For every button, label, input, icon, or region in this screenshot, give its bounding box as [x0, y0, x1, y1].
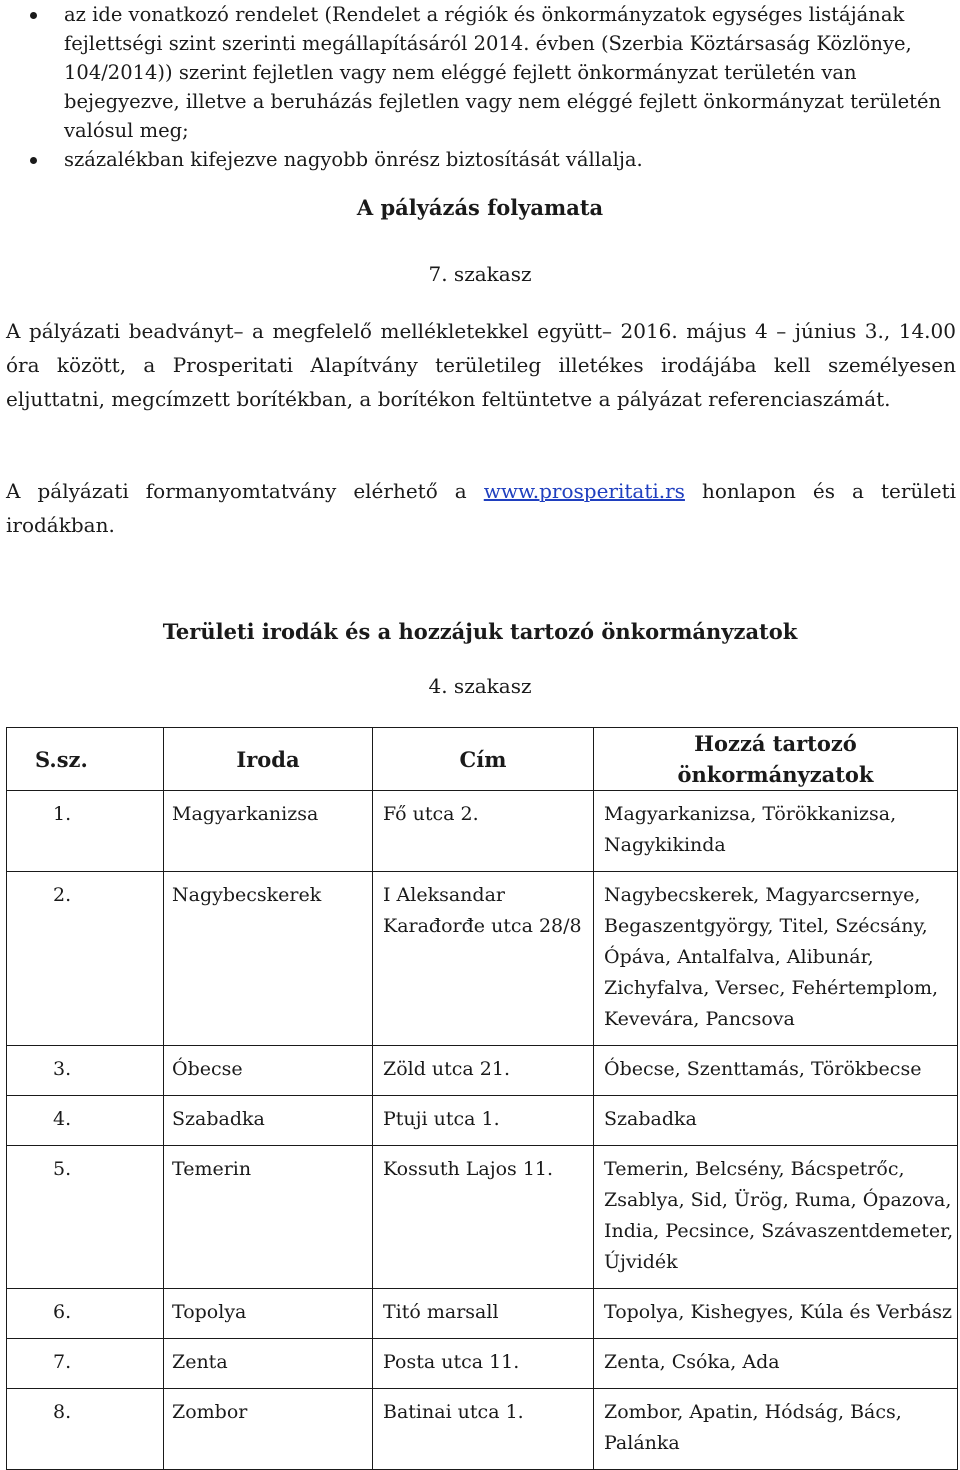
- form-text-after: honlapon és a területi irodákban.: [6, 479, 957, 537]
- process-heading: A pályázás folyamata: [356, 195, 604, 220]
- bullet-text: az ide vonatkozó rendelet (Rendelet a régiók és önkormányzatok egységes listájának fejlettségi szint szerinti megállapításáról 2014. évben (Szerbia Köztársaság Közlönye, 104/2014)) szerint fejletlen vagy nem eléggé fejlett önkormányzat területén van bejegyezve, illetve a beruházás fejletlen vagy nem eléggé fejlett önkormányzat területén valósul meg;: [64, 3, 942, 142]
- bullet-item: [0, 145, 960, 174]
- cell-office: Zombor: [164, 1389, 373, 1470]
- table-row: [7, 791, 958, 872]
- cell-serial: 3.: [7, 1046, 164, 1096]
- cell-municipalities: Zombor, Apatin, Hódság, Bács, Palánka: [594, 1389, 958, 1470]
- table-row: [7, 1339, 958, 1389]
- header-address: Cím: [373, 728, 594, 791]
- bullet-text: százalékban kifejezve nagyobb önrész biztosítását vállalja.: [64, 148, 643, 171]
- cell-office: Zenta: [164, 1339, 373, 1389]
- cell-address: Posta utca 11.: [373, 1339, 594, 1389]
- offices-heading: Területi irodák és a hozzájuk tartozó önkormányzatok: [162, 619, 798, 644]
- cell-serial: 6.: [7, 1289, 164, 1339]
- bullet-dot-icon: [30, 157, 37, 164]
- cell-serial: 2.: [7, 872, 164, 1046]
- table-row: [7, 872, 958, 1046]
- cell-serial: 8.: [7, 1389, 164, 1470]
- cell-address: Zöld utca 21.: [373, 1046, 594, 1096]
- cell-office: Magyarkanizsa: [164, 791, 373, 872]
- cell-office: Szabadka: [164, 1096, 373, 1146]
- cell-address: Batinai utca 1.: [373, 1389, 594, 1470]
- cell-municipalities: Magyarkanizsa, Törökkanizsa, Nagykikinda: [594, 791, 958, 872]
- cell-office: Topolya: [164, 1289, 373, 1339]
- form-paragraph: [6, 474, 956, 542]
- table-row: [7, 1046, 958, 1096]
- regional-offices-table: [6, 727, 958, 1470]
- cell-address: I Aleksandar Karađorđe utca 28/8: [373, 872, 594, 1046]
- form-text-before: A pályázati formanyomtatvány elérhető a: [6, 479, 484, 503]
- cell-municipalities: Zenta, Csóka, Ada: [594, 1339, 958, 1389]
- cell-address: Ptuji utca 1.: [373, 1096, 594, 1146]
- cell-address: Titó marsall: [373, 1289, 594, 1339]
- cell-office: Temerin: [164, 1146, 373, 1289]
- cell-address: Kossuth Lajos 11.: [373, 1146, 594, 1289]
- cell-municipalities: Szabadka: [594, 1096, 958, 1146]
- table-row: [7, 1146, 958, 1289]
- cell-serial: 7.: [7, 1339, 164, 1389]
- table-header-row: [7, 728, 958, 791]
- cell-serial: 4.: [7, 1096, 164, 1146]
- header-office: Iroda: [164, 728, 373, 791]
- section-4-label: 4. szakasz: [428, 674, 532, 698]
- header-municipalities: Hozzá tartozó önkormányzatok: [594, 728, 958, 791]
- cell-address: Fő utca 2.: [373, 791, 594, 872]
- cell-municipalities: Topolya, Kishegyes, Kúla és Verbász: [594, 1289, 958, 1339]
- header-serial: S.sz.: [7, 728, 164, 791]
- cell-municipalities: Óbecse, Szenttamás, Törökbecse: [594, 1046, 958, 1096]
- section-7-label: 7. szakasz: [428, 262, 532, 286]
- table-row: [7, 1389, 958, 1470]
- cell-serial: 1.: [7, 791, 164, 872]
- cell-serial: 5.: [7, 1146, 164, 1289]
- cell-municipalities: Temerin, Belcsény, Bácspetrőc, Zsablya, Sid, Ürög, Ruma, Ópazova, India, Pecsince, Szávaszentdemeter, Újvidék: [594, 1146, 958, 1289]
- cell-office: Nagybecskerek: [164, 872, 373, 1046]
- prosperitati-website-link[interactable]: www.prosperitati.rs: [483, 479, 685, 503]
- submission-paragraph: A pályázati beadványt– a megfelelő mellékletekkel együtt– 2016. május 4 – június 3., 14.00 óra között, a Prosperitati Alapítvány területileg illetékes irodájába kell személyesen eljuttatni, megcímzett borítékban, a borítékon feltüntetve a pályázat referenciaszámát.: [6, 319, 956, 411]
- eligibility-bullet-list: [0, 0, 960, 174]
- bullet-item: [0, 0, 960, 145]
- cell-municipalities: Nagybecskerek, Magyarcsernye, Begaszentgyörgy, Titel, Szécsány, Ópáva, Antalfalva, Alibunár, Zichyfalva, Versec, Fehértemplom, Kevevára, Pancsova: [594, 872, 958, 1046]
- bullet-dot-icon: [30, 12, 37, 19]
- table-row: [7, 1096, 958, 1146]
- cell-office: Óbecse: [164, 1046, 373, 1096]
- table-row: [7, 1289, 958, 1339]
